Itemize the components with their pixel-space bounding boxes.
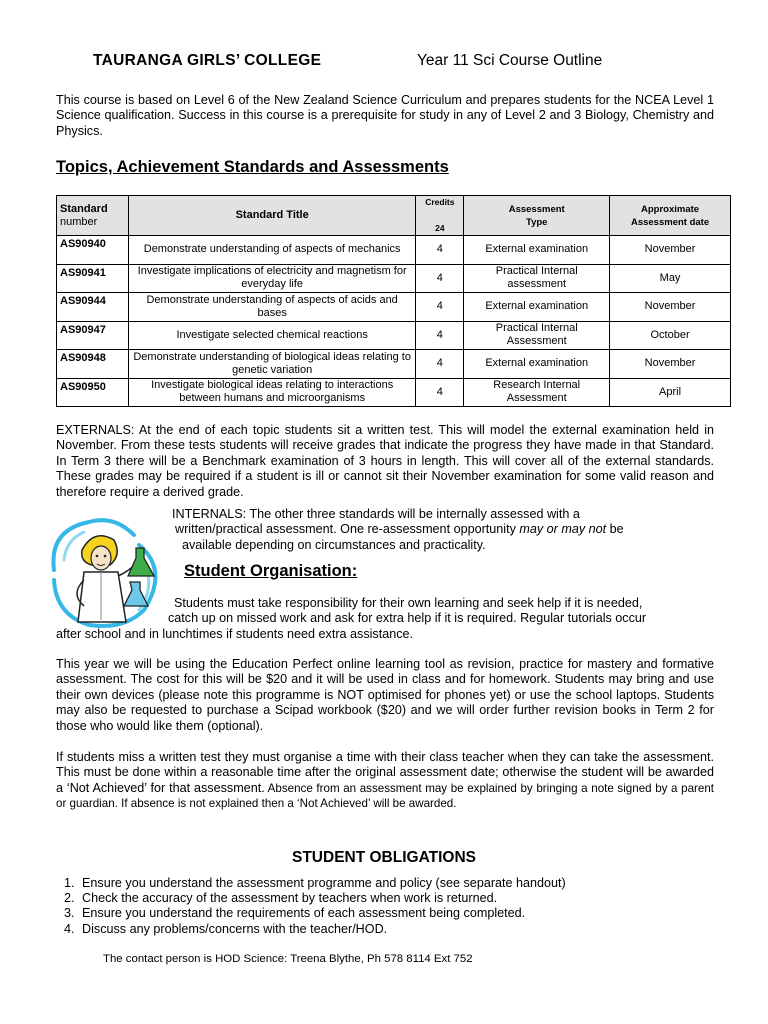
credits-cell: 4	[416, 236, 464, 265]
standard-code: AS90947	[57, 321, 129, 350]
header-credits: Credits 24	[416, 196, 464, 236]
assessment-type: Research Internal Assessment	[464, 378, 610, 407]
organisation-line-1: Students must take responsibility for their own learning and seek help if it is needed,	[174, 596, 643, 610]
assessment-date: May	[610, 264, 731, 293]
obligations-list	[56, 876, 566, 937]
internals-emphasis: may or may not	[519, 522, 607, 537]
standard-title: Investigate selected chemical reactions	[128, 321, 415, 350]
table-row	[57, 264, 731, 293]
assessment-date: October	[610, 321, 731, 350]
organisation-line-3: after school and in lunchtimes if students need extra assistance.	[56, 626, 414, 641]
missed-test-main: If students miss a written test they must organise a time with their class teacher when they can take the assessment. This must be done within a reasonable time after the original assessment date; otherwise the student will be awarded a ‘Not Achieved’ for that assessment.	[56, 750, 714, 795]
student-organisation-title: Student Organisation:	[184, 562, 358, 580]
standard-code: AS90941	[57, 264, 129, 293]
assessment-date: April	[610, 378, 731, 407]
list-item: 4. Discuss any problems/concerns with the teacher/HOD.	[78, 922, 566, 937]
externals-paragraph: EXTERNALS: At the end of each topic students sit a written test. This will model the external examination held in November. From these tests students will receive grades that indicate the progress they have made in that Standard. In Term 3 there will be a Benchmark examination of 3 hours in length. This will cover all of the external standards. These grades may be required if a student is ill or cannot sit their November examination for some valid reason and therefore require a derived grade.	[56, 423, 714, 499]
table-row	[57, 236, 731, 265]
header-assessment-type: Assessment Type	[464, 196, 610, 236]
internals-line-2-end: be	[606, 522, 624, 537]
intro-paragraph: This course is based on Level 6 of the New Zealand Science Curriculum and prepares students for the NCEA Level 1 Science qualification. Success in this course is a prerequisite for study in any of Level 2 and 3 Biology, Chemistry and Physics.	[56, 93, 714, 138]
education-perfect-paragraph: This year we will be using the Education Perfect online learning tool as revision, practice for mastery and formative assessment. The cost for this will be $20 and it will be used in class and for homework. Students may bring and use their own devices (please note this programme is NOT optimised for phones yet) or use the school laptops. Students may also be requested to purchase a Scipad workbook ($20) and we will order further revision books in Term 2 for those who would like them (optional).	[56, 657, 714, 733]
standards-table	[56, 195, 731, 407]
table-row	[57, 350, 731, 379]
standard-title: Investigate biological ideas relating to interactions between humans and microorganisms	[128, 378, 415, 407]
assessment-date: November	[610, 293, 731, 322]
standard-code: AS90948	[57, 350, 129, 379]
missed-test-paragraph	[56, 750, 714, 812]
organisation-paragraph	[56, 596, 714, 642]
obligations-title: STUDENT OBLIGATIONS	[292, 849, 476, 866]
list-item: 3. Ensure you understand the requirements of each assessment being completed.	[78, 906, 566, 921]
internals-paragraph	[172, 507, 712, 553]
standard-title: Demonstrate understanding of aspects of mechanics	[128, 236, 415, 265]
credits-cell: 4	[416, 350, 464, 379]
school-name: TAURANGA GIRLS’ COLLEGE	[93, 52, 322, 69]
table-row	[57, 378, 731, 407]
assessment-type: Practical Internal assessment	[464, 264, 610, 293]
list-item: 2. Check the accuracy of the assessment by teachers when work is returned.	[78, 891, 566, 906]
course-title: Year 11 Sci Course Outline	[417, 52, 603, 69]
section-title: Topics, Achievement Standards and Assessments	[56, 158, 449, 176]
standard-code: AS90944	[57, 293, 129, 322]
internals-line-2: written/practical assessment. One re-assessment opportunity	[175, 522, 520, 537]
header-standard-title: Standard Title	[128, 196, 415, 236]
standard-code: AS90940	[57, 236, 129, 265]
assessment-date: November	[610, 236, 731, 265]
internals-line-3: available depending on circumstances and practicality.	[182, 537, 486, 552]
credits-cell: 4	[416, 293, 464, 322]
table-row	[57, 293, 731, 322]
header-assessment-date: Approximate Assessment date	[610, 196, 731, 236]
credits-cell: 4	[416, 378, 464, 407]
assessment-type: External examination	[464, 236, 610, 265]
header-standard-number: Standard number	[57, 196, 129, 236]
table-header-row	[57, 196, 731, 236]
standard-title: Investigate implications of electricity and magnetism for everyday life	[128, 264, 415, 293]
assessment-date: November	[610, 350, 731, 379]
standard-code: AS90950	[57, 378, 129, 407]
assessment-type: External examination	[464, 350, 610, 379]
organisation-line-2: catch up on missed work and ask for extra help if it is required. Regular tutorials occur	[168, 611, 647, 626]
standard-title: Demonstrate understanding of aspects of acids and bases	[128, 293, 415, 322]
list-item: 1. Ensure you understand the assessment programme and policy (see separate handout)	[78, 876, 566, 891]
credits-cell: 4	[416, 264, 464, 293]
standard-title: Demonstrate understanding of biological ideas relating to genetic variation	[128, 350, 415, 379]
assessment-type: Practical Internal Assessment	[464, 321, 610, 350]
absence-note: Absence from an assessment may be explained by bringing a note signed by a parent or guardian. If absence is not explained then a ‘Not Achieved’ will be awarded.	[56, 781, 714, 811]
credits-cell: 4	[416, 321, 464, 350]
table-row	[57, 321, 731, 350]
contact-line: The contact person is HOD Science: Treena Blythe, Ph 578 8114 Ext 752	[103, 953, 473, 965]
internals-line-1: INTERNALS: The other three standards will be internally assessed with a	[172, 507, 580, 521]
assessment-type: External examination	[464, 293, 610, 322]
